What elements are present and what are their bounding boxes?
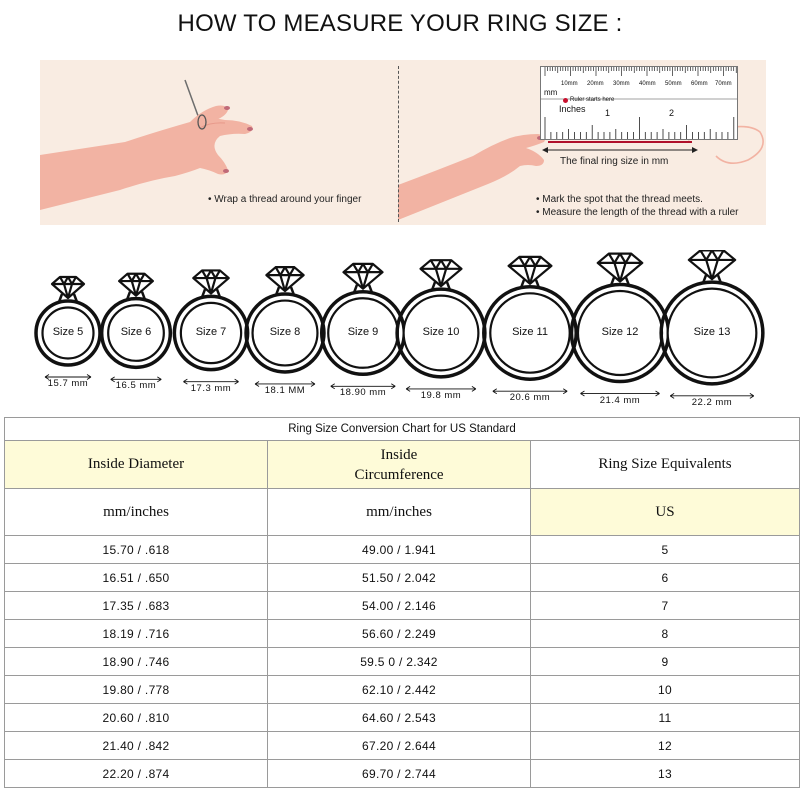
cell-inside-circumference: 62.10 / 2.442 [268, 676, 531, 704]
table-row [5, 732, 800, 760]
diamond-icon [119, 274, 153, 296]
ring-size-label: Size 5 [52, 326, 84, 338]
ruler [540, 66, 738, 140]
diamond-icon [509, 257, 552, 284]
subheader-us: US [531, 489, 800, 536]
ring-diameter-mm: 19.8 mm [420, 389, 462, 401]
ruler-ticks [541, 67, 737, 139]
ring-diameter-mm: 16.5 mm [115, 380, 157, 392]
cell-us-size: 9 [531, 648, 800, 676]
ruler-inch-mark-1: 1 [605, 108, 611, 118]
ring-diameter-mm: 20.6 mm [509, 392, 551, 404]
cell-inside-diameter: 16.51 / .650 [5, 564, 268, 592]
cell-inside-circumference: 67.20 / 2.644 [268, 732, 531, 760]
cell-us-size: 13 [531, 760, 800, 788]
ring-size-12 [571, 254, 668, 396]
ruler-mm-tick-70: 70mm [715, 81, 732, 87]
subheader-diameter-units: mm/inches [5, 489, 268, 536]
cell-us-size: 8 [531, 620, 800, 648]
cell-inside-diameter: 18.19 / .716 [5, 620, 268, 648]
cell-inside-circumference: 51.50 / 2.042 [268, 564, 531, 592]
cell-inside-circumference: 49.00 / 1.941 [268, 536, 531, 564]
subheader-circumference-units: mm/inches [268, 489, 531, 536]
ring-size-label: Size 10 [422, 326, 460, 338]
cell-inside-circumference: 56.60 / 2.249 [268, 620, 531, 648]
ring-size-label: Size 8 [269, 326, 301, 338]
final-size-label: The final ring size in mm [560, 156, 669, 167]
diamond-icon [420, 260, 461, 286]
final-size-arrow [540, 139, 700, 153]
ruler-mm-tick-40: 40mm [639, 81, 656, 87]
ruler-mm-label: mm [544, 88, 558, 97]
step-mark-spot: • Mark the spot that the thread meets. [536, 194, 703, 205]
ruler-mm-tick-30: 30mm [613, 81, 630, 87]
diamond-icon [193, 270, 229, 293]
ring-diameter-mm: 21.4 mm [599, 394, 641, 406]
diamond-icon [52, 277, 84, 298]
ring-diameter-mm: 15.7 mm [47, 378, 89, 389]
cell-us-size: 5 [531, 536, 800, 564]
ring-size-label: Size 12 [601, 326, 639, 338]
table-row [5, 760, 800, 788]
ruler-mm-tick-10: 10mm [561, 81, 578, 87]
table-row [5, 620, 800, 648]
table-caption: Ring Size Conversion Chart for US Standard [5, 418, 800, 441]
diamond-icon [266, 267, 303, 291]
ruler-start-note: Ruler starts here [570, 97, 615, 103]
ruler-mm-tick-60: 60mm [691, 81, 708, 87]
cell-inside-diameter: 21.40 / .842 [5, 732, 268, 760]
table-row [5, 536, 800, 564]
table-row [5, 704, 800, 732]
ring-diameter-mm: 22.2 mm [691, 396, 733, 408]
cell-us-size: 11 [531, 704, 800, 732]
ring-diameter-mm: 18.1 MM [264, 384, 306, 396]
wrap-thread-caption: • Wrap a thread around your finger [208, 194, 362, 205]
cell-us-size: 12 [531, 732, 800, 760]
panel-divider [398, 66, 399, 222]
ruler-mm-tick-50: 50mm [665, 81, 682, 87]
ring-size-conversion-chart [4, 417, 799, 785]
ring-size-label: Size 9 [347, 326, 379, 338]
step-measure-thread: • Measure the length of the thread with a ruler [536, 207, 739, 218]
ring-size-label: Size 7 [195, 326, 227, 338]
ring-diameter-mm: 18.90 mm [339, 387, 387, 399]
ring-size-label: Size 11 [512, 326, 548, 338]
header-ring-size-equivalents: Ring Size Equivalents [531, 441, 800, 489]
ring-size-13 [661, 250, 763, 398]
ring-size-illustrations [0, 250, 800, 400]
cell-inside-circumference: 54.00 / 2.146 [268, 592, 531, 620]
cell-inside-diameter: 18.90 / .746 [5, 648, 268, 676]
ring-size-label: Size 6 [120, 326, 152, 338]
header-inside-diameter: Inside Diameter [5, 441, 268, 489]
ruler-inches-label: Inches [559, 104, 586, 114]
ruler-mm-tick-20: 20mm [587, 81, 604, 87]
diamond-icon [343, 264, 382, 289]
cell-inside-circumference: 64.60 / 2.543 [268, 704, 531, 732]
cell-inside-diameter: 15.70 / .618 [5, 536, 268, 564]
cell-inside-diameter: 20.60 / .810 [5, 704, 268, 732]
ring-size-label: Size 13 [693, 326, 731, 338]
table-row [5, 648, 800, 676]
cell-inside-diameter: 22.20 / .874 [5, 760, 268, 788]
table-row [5, 676, 800, 704]
header-inside-circumference: Inside Circumference [268, 441, 531, 489]
ruler-inch-mark-2: 2 [669, 108, 675, 118]
table-row [5, 564, 800, 592]
cell-inside-circumference: 69.70 / 2.744 [268, 760, 531, 788]
diamond-icon [689, 250, 735, 279]
cell-inside-circumference: 59.5 0 / 2.342 [268, 648, 531, 676]
cell-inside-diameter: 19.80 / .778 [5, 676, 268, 704]
cell-us-size: 7 [531, 592, 800, 620]
table-row [5, 592, 800, 620]
ring-size-row [0, 250, 800, 408]
diamond-icon [598, 254, 643, 282]
page-title: HOW TO MEASURE YOUR RING SIZE : [177, 10, 623, 37]
ruler-start-dot [563, 98, 568, 103]
cell-us-size: 10 [531, 676, 800, 704]
cell-inside-diameter: 17.35 / .683 [5, 592, 268, 620]
cell-us-size: 6 [531, 564, 800, 592]
ring-diameter-mm: 17.3 mm [190, 382, 232, 394]
conversion-table [4, 417, 800, 788]
